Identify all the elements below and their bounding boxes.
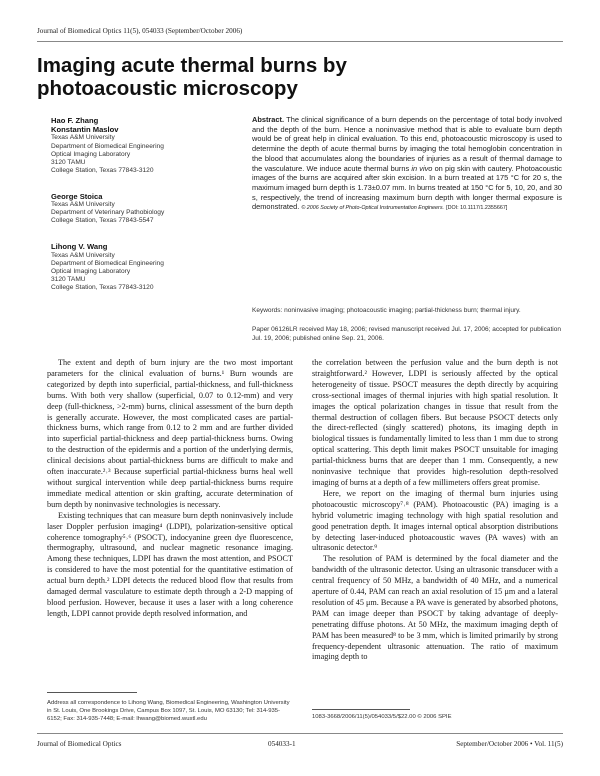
issn-rule — [312, 709, 410, 710]
affiliation-line: 3120 TAMU — [51, 158, 86, 166]
footer-page-number: 054033-1 — [268, 740, 296, 748]
body-paragraph: The resolution of PAM is determined by the focal diameter and the bandwidth of the ultrasonic detector. Using an ultrasonic transducer with a central frequency of 50 MHz, a bandwidth of 40 MHz, and a numerical aperture of 0.44, PAM can reach an axial resolution of 15 μm and a lateral resolution of 45 μm. Because a PA wave is generated by absorbed photons, PAM can image deeper than PSOCT by taking advantage of deeply-penetrating diffuse photons. At 50 MHz, the maximum imaging depth of PAM has been measured⁸ to be 3 mm, which is limited primarily by strong frequency-dependent ultrasonic attenuation. The ratio of maximum imaging depth to — [312, 554, 558, 662]
paper-title: Imaging acute thermal burns by photoacoustic microscopy — [37, 54, 347, 100]
footer-issue: September/October 2006 • Vol. 11(5) — [456, 740, 563, 748]
paper-dates: Paper 06126LR received May 18, 2006; revised manuscript received Jul. 17, 2006; accepted for publication Jul. 19, 2006; published online Sep. 21, 2006. — [252, 326, 561, 342]
affiliation-line: Department of Veterinary Pathobiology — [51, 209, 165, 217]
footnote-rule — [47, 692, 137, 693]
affiliation-line: 3120 TAMU — [51, 275, 86, 283]
header-rule — [37, 41, 563, 42]
affiliation-line: Texas A&M University — [51, 251, 115, 259]
body-paragraph: Here, we report on the imaging of thermal burn injuries using photoacoustic microscopy⁷˒⁸ (PAM). Photoacoustic (PA) imaging is a hybrid volumetric imaging technology with high spatial resolution and good penetration depth. It images internal optical absorption distributions by detecting laser-induced photoacoustic waves (PA waves) with an ultrasonic detector.⁹ — [312, 488, 558, 553]
author-group-1 — [51, 116, 201, 175]
running-header: Journal of Biomedical Optics 11(5), 054033 (September/October 2006) — [37, 27, 243, 35]
abstract-text: The clinical significance of a burn depends on the percentage of total body involved and the depth of the burn. Hence a noninvasive method that is able to evaluate burn depth would be of great help in clinical evaluation. To this end, photoacoustic microscopy is used to determine the depth of acute thermal burns by imaging the total hemoglobin concentration in the blood that accumulates along the boundaries of injuries as a result of thermal damage to the vasculature. We induce acute thermal burns — [252, 115, 563, 173]
affiliation-line: Department of Biomedical Engineering — [51, 259, 164, 267]
body-paragraph: Existing techniques that can measure burn depth noninvasively include laser Doppler perfusion imaging⁴ (LDPI), polarization-sensitive optical coherence tomography⁵˒⁶ (PSOCT), indocyanine green dye fluorescence, thermography, ultrasound, and nuclear magnetic resonance imaging. Among these techniques, LDPI has drawn the most attention, and PSOCT is considered to have the most potential for the quantitative estimation of actual burn depth.² LDPI detects the reduced blood flow that results from damaged dermal vasculature to estimate depth through a 2-D mapping of blood perfusion. However, because it uses a laser with a long coherence length, LDPI cannot provide depth resolved information, and — [47, 510, 293, 618]
body-paragraph: The extent and depth of burn injury are the two most important parameters for the clinical evaluation of burns.¹ Burn wounds are categorized by depth into superficial, partial-thickness, and full-thickness burns. With both very shallow (superficial, 0.07 to 0.12-mm) and very deep (full-thickness, >2-mm) burns, clinical assessment of the burn depth is generally accurate. However, the most complicated cases are partial-thickness burns, which range from 0.12 to 2 mm and are further divided into superficial partial-thickness and deep partial-thickness burns. Owing to the destruction of the epidermis and a portion of the underlying dermis, clinical decisions about partial-thickness burns are difficult to make and often inaccurate.²˒³ Because superficial partial-thickness burns heal well without surgical intervention while deep partial-thickness burns require immediate medical attention or skin grafting, accurate determination of burn depth by noninvasive technologies is necessary. — [47, 358, 293, 509]
correspondence-footnote: Address all correspondence to Lihong Wang, Biomedical Engineering, Washington University in St. Louis, One Brookings Drive, Campus Box 1097, St. Louis, MO 63130; Tel: 314-935-6152; Fax: 314-935-7448; E-mail: lhwang@biomed.wustl.edu — [47, 700, 290, 723]
keywords: Keywords: noninvasive imaging; photoacoustic imaging; partial-thickness burn; thermal injury. — [252, 307, 521, 314]
author-name: George Stoica — [51, 191, 103, 201]
affiliation-line: Optical Imaging Laboratory — [51, 150, 131, 158]
body-column-left — [47, 358, 293, 620]
affiliation-line: College Station, Texas 77843-5547 — [51, 217, 154, 225]
author-group-2 — [51, 192, 201, 225]
footer-journal: Journal of Biomedical Optics — [37, 740, 122, 748]
affiliation-line: Texas A&M University — [51, 201, 115, 209]
abstract — [252, 115, 562, 214]
affiliation-line: Texas A&M University — [51, 134, 115, 142]
author-group-3 — [51, 242, 201, 292]
affiliation-line: College Station, Texas 77843-3120 — [51, 283, 154, 291]
affiliation-line: College Station, Texas 77843-3120 — [51, 166, 154, 174]
abstract-text-cont: on pig skin with cautery. Photoacoustic images of the burns are acquired after skin excision. In a burn treated at 175 °C for 20 s, the maximum imaged burn depth is 1.73±0.07 mm. In burns treated at 150 °C for 5, 10, 20, and 30 s, respectively, the trend of increasing maximum burn depth with longer thermal exposure is demonstrated. — [252, 163, 562, 212]
abstract-copyright: © 2006 Society of Photo-Optical Instrumentation Engineers. — [301, 205, 445, 212]
abstract-label: Abstract. — [252, 115, 285, 124]
abstract-doi: [DOI: 10.1117/1.2355667] — [446, 205, 508, 212]
author-name: Konstantin Maslov — [51, 125, 119, 135]
abstract-emphasis: in vivo — [411, 163, 433, 173]
body-column-right — [312, 358, 558, 663]
author-name: Lihong V. Wang — [51, 242, 108, 252]
affiliation-line: Department of Biomedical Engineering — [51, 142, 164, 150]
footer-rule — [37, 733, 563, 734]
author-block — [51, 116, 201, 309]
affiliation-line: Optical Imaging Laboratory — [51, 267, 131, 275]
issn-line: 1083-3668/2006/11(5)/054033/5/$22.00 © 2006 SPIE — [312, 714, 452, 720]
body-paragraph: the correlation between the perfusion value and the burn depth is not straightforward.² However, LDPI is seriously affected by the optical heterogeneity of tissue. PSOCT measures the depth directly by acquiring cross-sectional images of thermal injuries with high spatial resolution. It images the optical polarization changes in tissue that result from the thermal destruction of collagen fibers. But because PSOCT detects only the direct-reflected (singly scattered) photons, its imaging depth in biological tissues is fundamentally limited to less than 1 mm due to strong optical scattering. This depth limit makes PSOCT unsuitable for imaging partial-thickness burns that are deeper than 1 mm. Consequently, a new noninvasive technique that provides high-resolution depth-resolved imaging of burns at a depth of a few millimeters offers great promise. — [312, 358, 558, 487]
author-name: Hao F. Zhang — [51, 116, 99, 125]
